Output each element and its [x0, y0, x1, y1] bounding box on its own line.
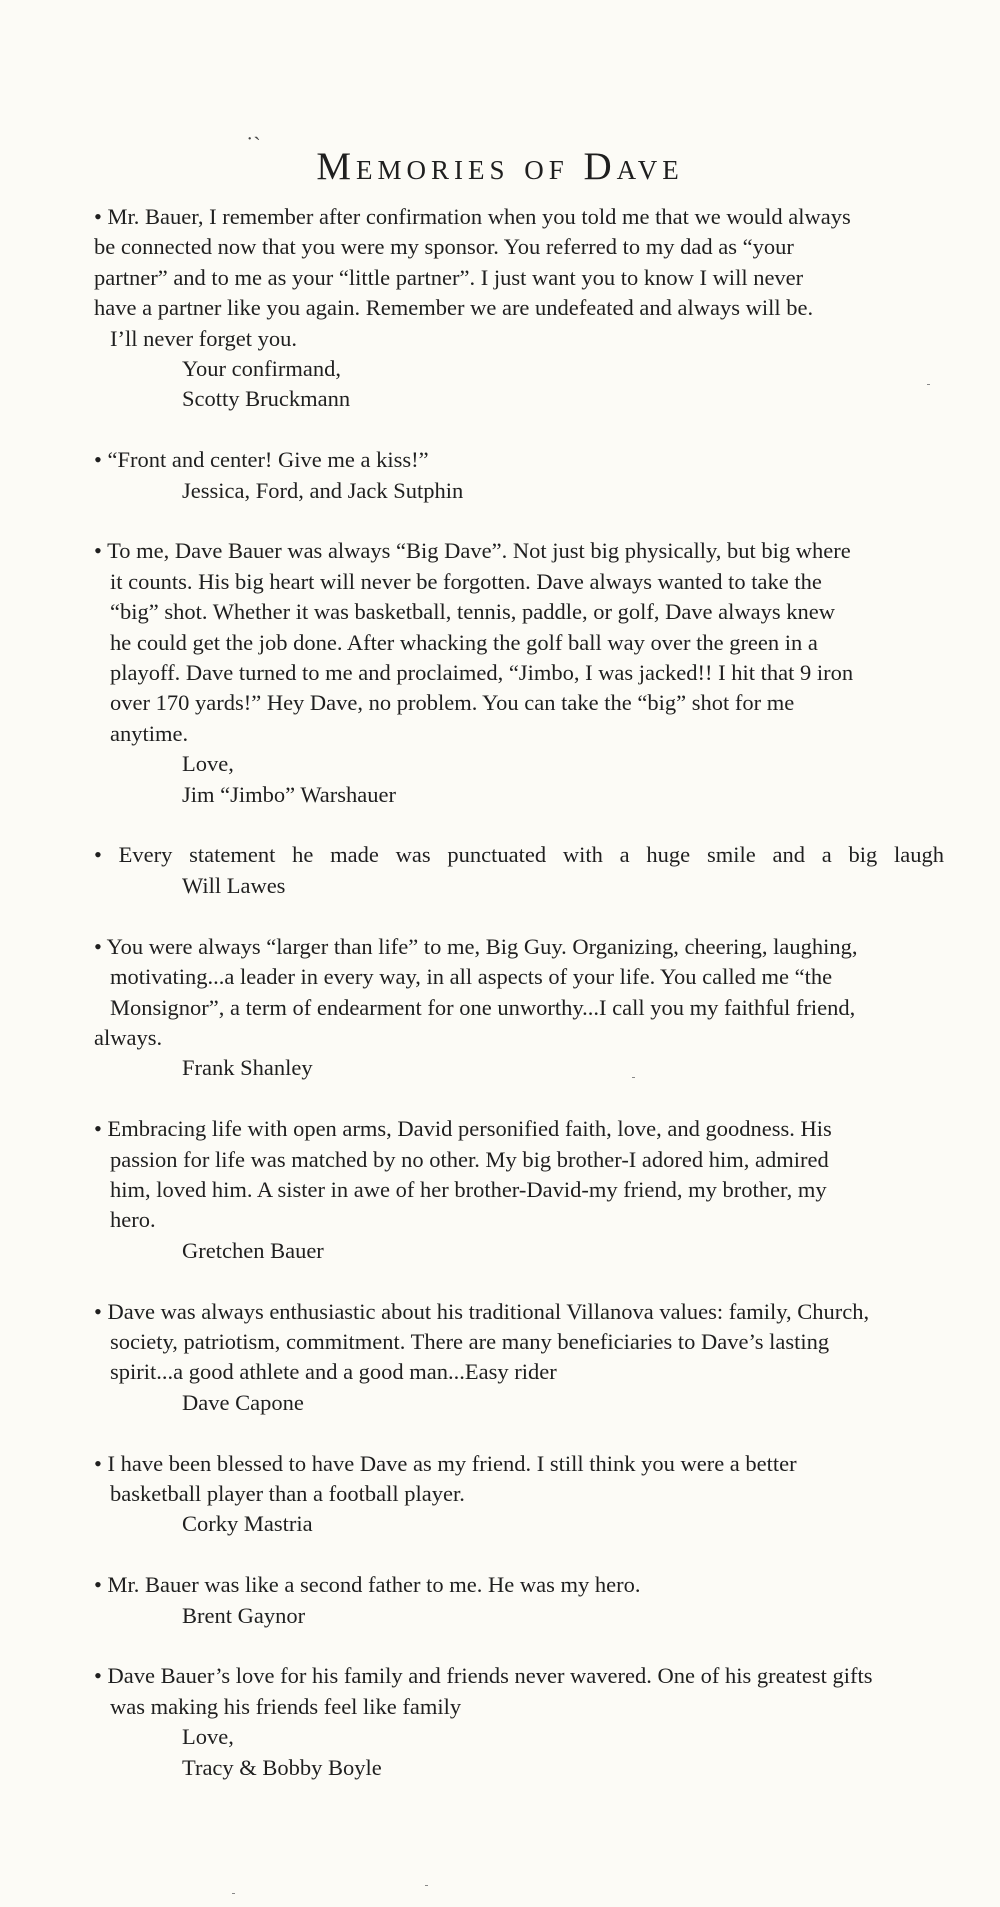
memory-author: Corky Mastria	[182, 1511, 313, 1537]
memory-text-line: • Dave Bauer’s love for his family and friends never wavered. One of his greatest gifts	[94, 1663, 873, 1689]
memory-signoff: Your confirmand,	[182, 356, 341, 382]
memory-author: Gretchen Bauer	[182, 1237, 324, 1263]
memory-text-line: him, loved him. A sister in awe of her brother-David-my friend, my brother, my	[110, 1176, 827, 1202]
memory-text-line: hero.	[110, 1207, 156, 1233]
memory-signoff: Love,	[182, 751, 234, 777]
memory-entry	[94, 1449, 944, 1540]
memory-text-line: • To me, Dave Bauer was always “Big Dave”. Not just big physically, but big where	[94, 538, 851, 564]
memory-text-line: motivating...a leader in every way, in all aspects of your life. You called me “the	[110, 964, 833, 990]
memory-text-line: • You were always “larger than life” to me, Big Guy. Organizing, cheering, laughing,	[94, 933, 858, 959]
memory-text-line: • Mr. Bauer, I remember after confirmation when you told me that we would always	[94, 204, 851, 229]
memory-signoff: Love,	[182, 1724, 234, 1750]
memory-text-line: he could get the job done. After whacking the golf ball way over the green in a	[110, 629, 818, 655]
memory-entry	[94, 1297, 944, 1419]
memory-author: Scotty Bruckmann	[182, 386, 351, 412]
memory-text-line: Monsignor”, a term of endearment for one unworthy...I call you my faithful friend,	[110, 994, 856, 1020]
page-title: Memories of Dave	[316, 145, 684, 189]
memory-entry	[94, 840, 944, 901]
paper-speck	[425, 1885, 428, 1886]
memory-author: Brent Gaynor	[182, 1602, 306, 1628]
paper-speck	[632, 1077, 635, 1078]
memory-author: Tracy & Bobby Boyle	[182, 1754, 382, 1780]
memory-text-line: anytime.	[110, 720, 189, 746]
memory-text-line: • Every statement he made was punctuated with a huge smile and a big laugh	[94, 842, 944, 868]
memory-text-line: partner” and to me as your “little partner”. I just want you to know I will never	[94, 264, 804, 290]
memory-entry	[94, 932, 944, 1084]
memory-text-line: over 170 yards!” Hey Dave, no problem. You can take the “big” shot for me	[110, 690, 795, 716]
memory-entry	[94, 202, 944, 415]
memory-text-line: • Embracing life with open arms, David personified faith, love, and goodness. His	[94, 1116, 832, 1142]
memory-text-line: • Dave was always enthusiastic about his traditional Villanova values: family, Church,	[94, 1298, 870, 1324]
memory-text-line: was making his friends feel like family	[110, 1693, 462, 1719]
memory-author: Dave Capone	[182, 1389, 304, 1415]
memory-text-line: spirit...a good athlete and a good man...Easy rider	[110, 1359, 557, 1385]
memory-text-line: “big” shot. Whether it was basketball, tennis, paddle, or golf, Dave always knew	[110, 599, 836, 625]
memory-author: Jim “Jimbo” Warshauer	[182, 781, 396, 807]
memory-entry	[94, 1570, 944, 1631]
memory-text-line: passion for life was matched by no other. My big brother-I adored him, admired	[110, 1146, 829, 1172]
paper-speck	[927, 384, 930, 385]
memory-entry	[94, 1114, 944, 1266]
memory-text-line: always.	[94, 1024, 163, 1050]
memory-author: Jessica, Ford, and Jack Sutphin	[182, 477, 464, 503]
memory-text-line: basketball player than a football player.	[110, 1480, 465, 1506]
memory-text-line: • I have been blessed to have Dave as my friend. I still think you were a better	[94, 1450, 797, 1476]
memory-text-line: • Mr. Bauer was like a second father to me. He was my hero.	[94, 1572, 641, 1598]
memory-text-line: I’ll never forget you.	[110, 325, 298, 351]
memory-author: Frank Shanley	[182, 1055, 313, 1081]
memory-text-line: it counts. His big heart will never be forgotten. Dave always wanted to take the	[110, 568, 822, 594]
memory-entry	[94, 536, 944, 810]
memories-list	[94, 202, 944, 1813]
memory-text-line: society, patriotism, commitment. There are many beneficiaries to Dave’s lasting	[110, 1328, 830, 1354]
paper-speck	[232, 1893, 235, 1894]
memory-text-line: • “Front and center! Give me a kiss!”	[94, 447, 429, 473]
memory-author: Will Lawes	[182, 872, 286, 898]
memory-text-line: playoff. Dave turned to me and proclaimed, “Jimbo, I was jacked!! I hit that 9 iron	[110, 660, 854, 686]
memory-entry	[94, 1661, 944, 1783]
stray-mark: ˙`	[246, 132, 261, 157]
memory-text-line: have a partner like you again. Remember we are undefeated and always will be.	[94, 295, 814, 321]
memory-entry	[94, 445, 944, 506]
memory-text-line: be connected now that you were my sponsor. You referred to my dad as “your	[94, 234, 794, 260]
